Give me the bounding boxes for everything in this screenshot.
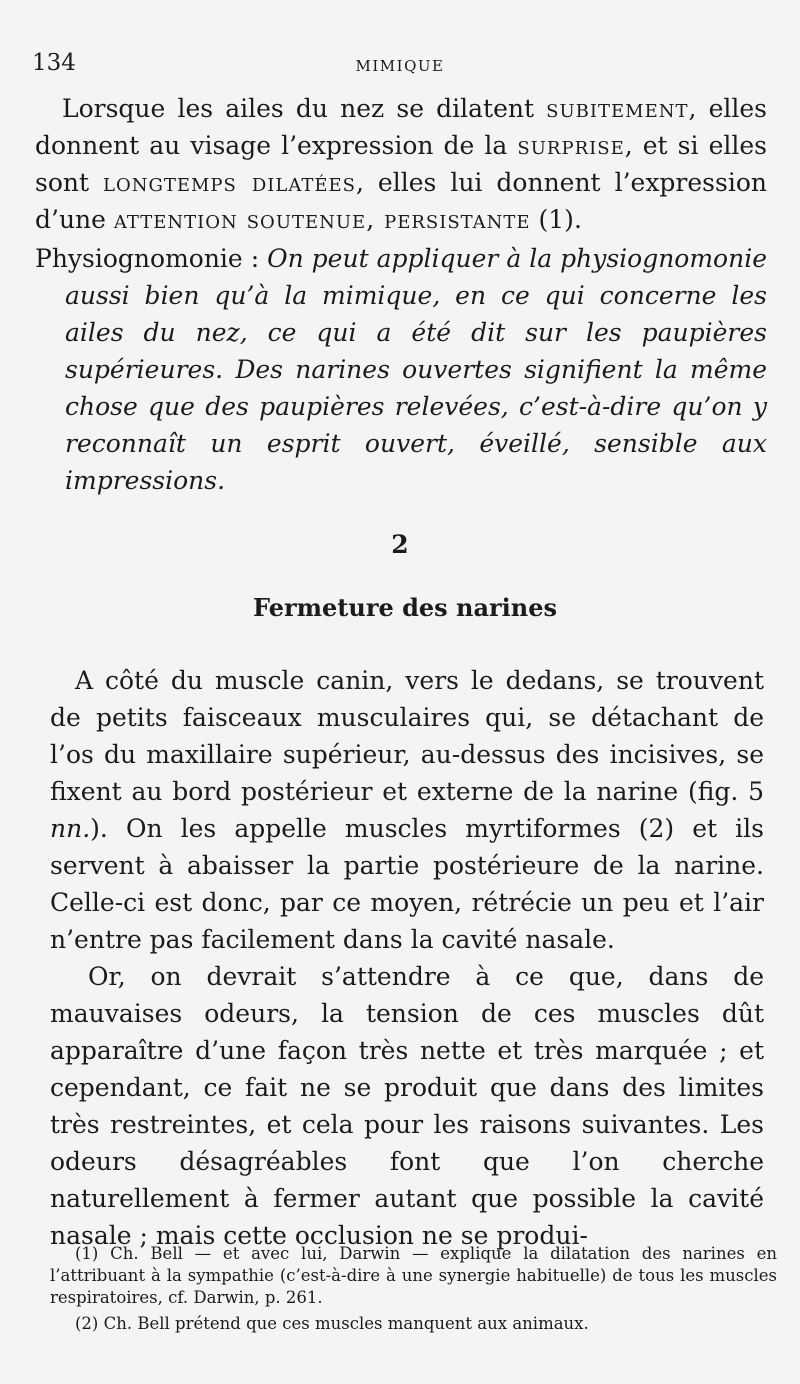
paragraph-myrtiform-muscles: A côté du muscle canin, vers le dedans, se trouvent de petits faisceaux musculaires qui, se détachant de l’os du maxillaire supérieur, au-dessus des incisives, se fixent au bord postérieur et externe de la narine (fig. 5 nn.). On les appelle muscles myrtiformes (2) et ils servent à abaisser la partie postérieure de la narine. Celle-ci est donc, par ce moyen, rétrécie un peu et l’air n’entre pas facilement dans la cavité nasale. [50, 666, 764, 954]
page-number: 134 [32, 50, 76, 76]
term-attention-soutenue: attention soutenue, persistante [113, 205, 531, 234]
section-title: Fermeture des narines [252, 593, 558, 622]
term-longtemps-dilatees: longtemps dilatées [103, 168, 356, 197]
term-subitement: subitement [546, 94, 689, 123]
footnote-1: (1) Ch. Bell — et avec lui, Darwin — explique la dilatation des narines en l’attribuant à la sympathie (c’est-à-dire à une synergie habituelle) de tous les muscles respiratoires, cf. Darwin, p. 261. [50, 1244, 777, 1307]
paragraph-bad-odours: Or, on devrait s’attendre à ce que, dans de mauvaises odeurs, la tension de ces muscles dût apparaître d’une façon très nette et très marquée ; et cependant, ce fait ne se produit que dans des limites très restreintes, et cela pour les raisons suivantes. Les odeurs désagréables font que l’on cherche naturellement à fermer autant que possible la cavité nasale ; mais cette occlusion ne se produi- [50, 962, 764, 1250]
section-number: 2 [391, 530, 409, 559]
paragraph-nostril-dilation: Lorsque les ailes du nez se dilatent subitement, elles donnent au visage l’expression de la surprise, et si elles sont longtemps dilatées, elles lui donnent l’expression d’une attention soutenue, persistante (1). [35, 94, 767, 234]
paragraph-physiognomonie [35, 240, 767, 499]
footnote-2: (2) Ch. Bell prétend que ces muscles manquent aux animaux. [75, 1314, 589, 1333]
page-header [30, 50, 770, 86]
running-title: MIMIQUE [355, 57, 445, 75]
figure-reference: nn. [50, 814, 91, 843]
term-surprise: surprise [517, 131, 625, 160]
physiognomonie-text: On peut appliquer à la physiognomonie aussi bien qu’à la mimique, en ce qui concerne les ailes du nez, ce qui a été dit sur les paupières supérieures. Des narines ouvertes signifient la même chose que des paupières relevées, c’est-à-dire qu’on y reconnaît un esprit ouvert, éveillé, sensible aux impressions. [65, 244, 767, 495]
physiognomonie-label: Physiognomonie : [35, 244, 268, 273]
